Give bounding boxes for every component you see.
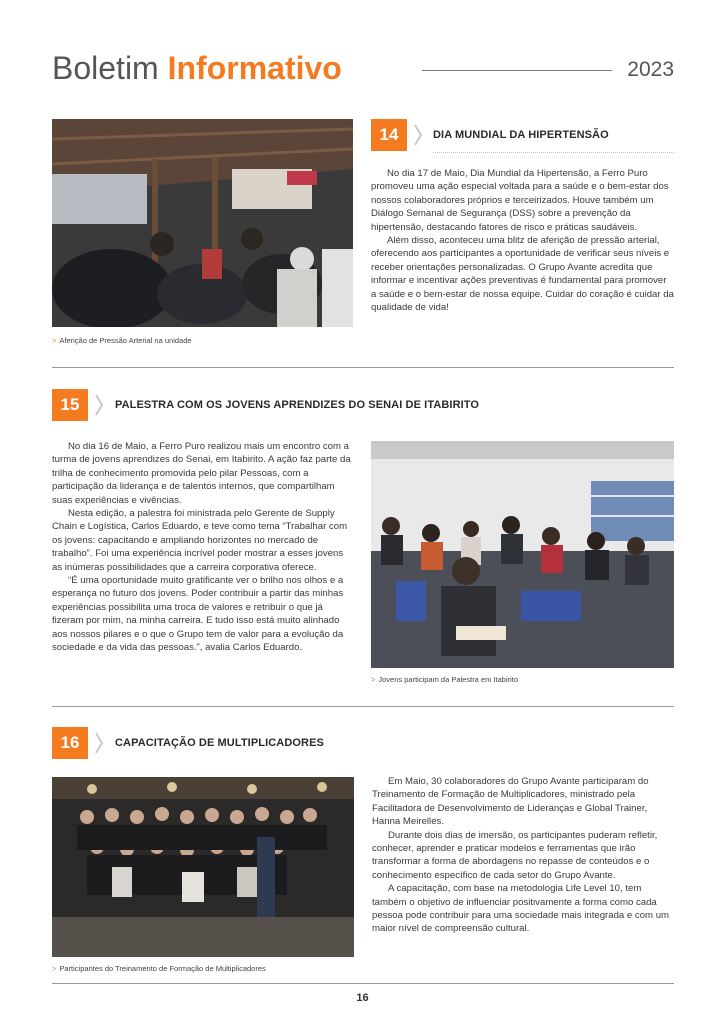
paragraph: No dia 16 de Maio, a Ferro Puro realizou mais um encontro com a turma de jovens aprendizes do Senai, em Itabirito. A ação faz parte da trilha de conhecimento promovida pelo pilar Pessoas, com a participação da liderança e de talentos internos, que compartilham suas experiências e vivências. [52,441,351,506]
caption-16 [52,964,266,973]
caption-14 [52,336,192,345]
photo-multipliers-group [52,777,354,957]
section-divider [52,706,674,707]
footer-divider [52,983,674,984]
photo-blood-pressure [52,119,353,327]
section-number-16: 16 [52,727,88,759]
title-light: Boletim [52,50,159,86]
paragraph: “É uma oportunidade muito gratificante ver o brilho nos olhos e a esperança no futuro dos jovens. Poder contribuir a partir das minhas experiências possibilita uma troca de valores e retribuir o que já fizeram por mim, na minha carreira. E tudo isso está muito alinhado aos nossos pilares e o que o Grupo tem de valor para a evolução da sociedade e da vida das pessoas.”, avalia Carlos Eduardo. [52,575,344,654]
caption-text: Jovens participam da Palestra em Itabirito [378,675,519,684]
section-body-16 [372,775,674,936]
caption-text: Participantes do Treinamento de Formação de Multiplicadores [59,964,266,973]
paragraph: Durante dois dias de imersão, os participantes puderam refletir, conhecer, aprender e praticar modelos e ferramentas que irão transformar a forma de abordagens no repasse de conteúdos e o conhecimento específico de cada setor do Grupo Avante. [372,829,658,881]
chevron-right-icon [413,119,423,151]
section-title-14: DIA MUNDIAL DA HIPERTENSÃO [433,129,609,141]
section-title-15: PALESTRA COM OS JOVENS APRENDIZES DO SENAI DE ITABIRITO [115,399,480,411]
section-body-15 [52,440,355,655]
page-header [52,50,674,90]
paragraph: Em Maio, 30 colaboradores do Grupo Avante participaram do Treinamento de Formação de Multiplicadores, ministrado pela Facilitadora de Desenvolvimento de Lideranças e Global Trainer, Hanna Meirelles. [372,776,649,828]
section-title-16: CAPACITAÇÃO DE MULTIPLICADORES [115,737,324,749]
page-number: 16 [356,992,369,1004]
title-bold: Informativo [167,50,342,86]
chevron-right-icon [94,389,104,421]
section-body-14 [371,167,674,314]
photo-senai-lecture [371,441,674,668]
paragraph: Além disso, aconteceu uma blitz de aferição de pressão arterial, oferecendo aos participantes a oportunidade de verificar seus níveis e receber orientações personalizadas. O Grupo Avante acredita que informar e incentivar ações preventivas é fundamental para promover a saúde e o bem-estar de nossa equipe. Cuidar do coração é cuidar da qualidade de vida! [371,235,674,314]
caption-text: Aferição de Pressão Arterial na unidade [59,336,192,345]
caption-15 [371,675,518,684]
paragraph: No dia 17 de Maio, Dia Mundial da Hipertensão, a Ferro Puro promoveu uma ação especial voltada para a saúde e o bem-estar dos nossos colaboradores próprios e terceirizados. Houve também um Diálogo Semanal de Segurança (DSS) sobre a prevenção da hipertensão, destacando fatores de risco e práticas saudáveis. [371,168,669,233]
header-year: 2023 [627,58,674,81]
paragraph: Nesta edição, a palestra foi ministrada pelo Gerente de Supply Chain e Logística, Carlos Eduardo, e teve como tema “Trabalhar com os jovens: capacitando e ampliando horizontes no mercado de trabalho”. Foi uma experiência incrível poder mostrar a esses jovens as inúmeras possibilidades que a carreira corporativa oferece. [52,508,348,573]
caption-arrow-icon: > [52,964,57,973]
caption-arrow-icon: > [52,336,57,345]
section-number-14: 14 [371,119,407,151]
title-underline [433,152,674,153]
chevron-right-icon [94,727,104,759]
page-title [52,50,342,86]
header-divider [422,70,612,71]
section-number-15: 15 [52,389,88,421]
paragraph: A capacitação, com base na metodologia Life Level 10, tem também o objetivo de influenciar positivamente a forma como cada pessoa pode contribuir para uma sociedade mais integrada e com um maior nível de compreensão cultural. [372,883,670,935]
caption-arrow-icon: > [371,675,376,684]
section-divider [52,367,674,368]
